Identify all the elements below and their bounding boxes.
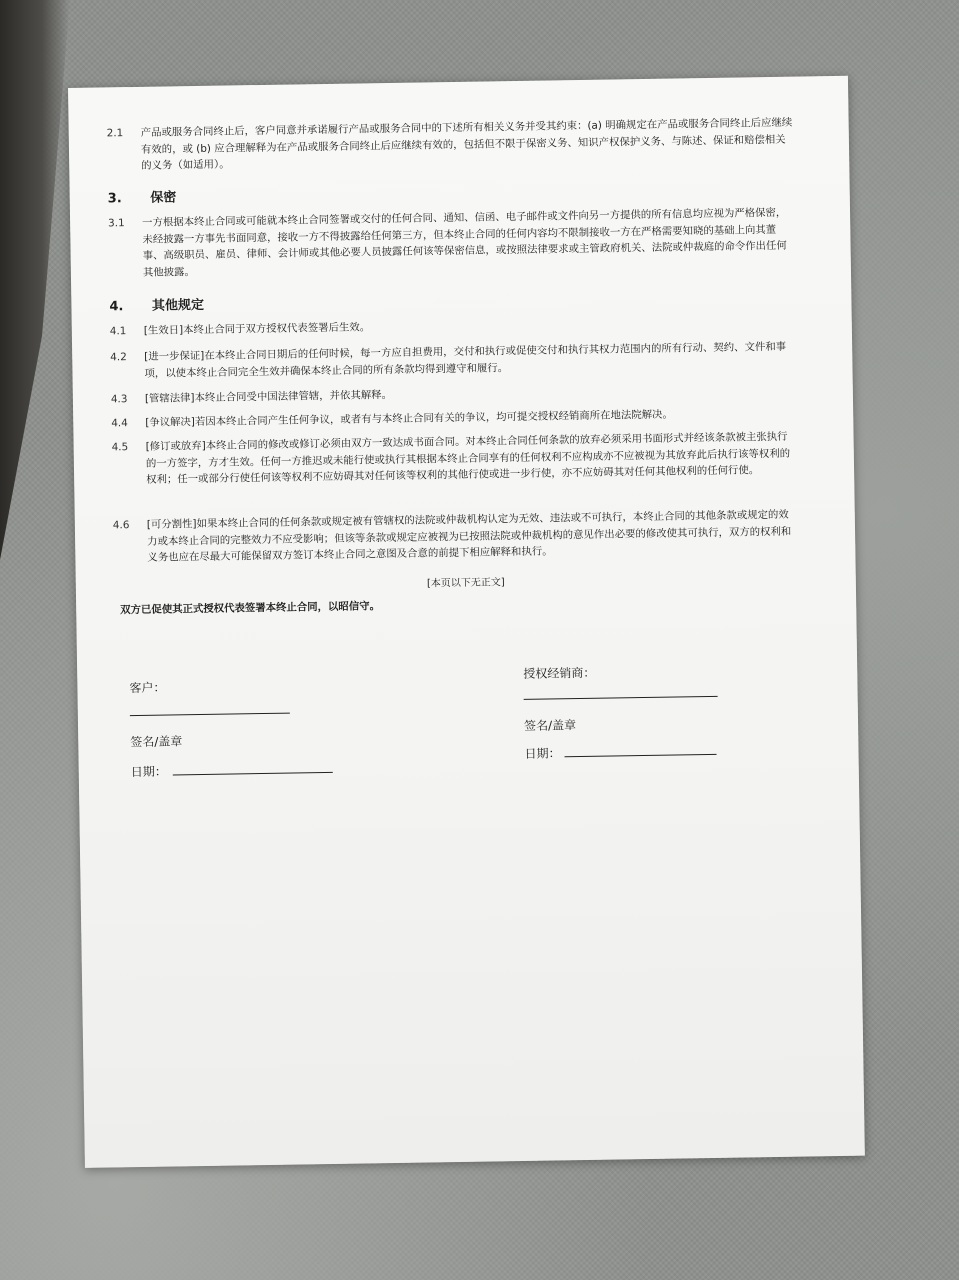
- clause-number: 4.6: [112, 519, 130, 532]
- section-number: 3.: [107, 191, 122, 207]
- customer-date-line: [173, 772, 333, 776]
- dealer-label: 授权经销商：: [523, 665, 596, 681]
- contract-page: [68, 76, 865, 1168]
- customer-name-line: [130, 713, 290, 717]
- clause-text: [生效日]本终止合同于双方授权代表签署后生效。: [143, 321, 371, 337]
- clause-text: 产品或服务合同终止后，客户同意并承诺履行产品或服务合同中的下述所有相关义务并受其约束：(a) 明确规定在产品或服务合同终止后应继续有效的，或 (b) 应合理解释为在产品或服务合同终止后应继续有效的，包括但不限于保密义务、知识产权保护义务、与陈述、保证和赔偿相关的义务（如适用）。: [140, 116, 793, 173]
- clause-text: [可分割性]如果本终止合同的任何条款或规定被有管辖权的法院或仲裁机构认定为无效、违法或不可执行，本终止合同的其他条款或规定的效力或本终止合同的完整效力不应受影响；但该等条款或规定应被视为已按照法院或仲裁机构的意见作出必要的修改使其可执行，双方的权利和义务也应在尽最大可能保留双方签订本终止合同之意图及合意的前提下相应解释和执行。: [146, 508, 792, 564]
- clause-text: [修订或放弃]本终止合同的修改或修订必须由双方一致达成书面合同。对本终止合同任何条款的放弃必须采用书面形式并经该条款被主张执行的一方签字，方才生效。任何一方推迟或未能行使或执行其根据本终止合同享有的任何权利不应构成亦不应被视为其放弃此后执行该等权利的权利；任一或部分行使任何该等权利不应妨碍其对任何该等权利的其他行使或进一步行使，亦不应妨碍其对任何其他权利的任何行使。: [145, 430, 791, 487]
- clause-3-1: [108, 205, 795, 282]
- section-4-heading: [109, 294, 204, 314]
- clause-4-4: [111, 405, 797, 432]
- clause-4-6: [113, 507, 800, 568]
- customer-date-label: 日期：: [130, 764, 167, 780]
- clause-4-2: [110, 339, 796, 383]
- clause-number: 4.4: [111, 417, 128, 430]
- section-title: 保密: [150, 190, 177, 206]
- dealer-sign-label: 签名/盖章: [523, 718, 577, 733]
- closing-statement: 双方已促使其正式授权代表签署本终止合同，以昭信守。: [120, 600, 381, 617]
- clause-number: 4.5: [111, 441, 129, 454]
- customer-sign-label: 签名/盖章: [130, 734, 183, 750]
- section-number: 4.: [109, 299, 124, 315]
- clause-number: 3.1: [108, 217, 125, 230]
- clause-number: 2.1: [106, 127, 124, 140]
- clause-number: 4.2: [110, 351, 127, 364]
- clause-text: [进一步保证]在本终止合同日期后的任何时候，每一方应自担费用，交付和执行或促使交付和执行其权力范围内的所有行动、契约、文件和事项，以使本终止合同完全生效并确保本终止合同的所有条款均得到遵守和履行。: [144, 340, 787, 380]
- clause-number: 4.3: [110, 393, 128, 406]
- clause-number: 4.1: [109, 325, 127, 338]
- dealer-name-line: [524, 696, 718, 700]
- section-3-heading: [108, 186, 177, 206]
- clause-2-1: [107, 115, 794, 176]
- dealer-date-line: [565, 754, 717, 757]
- clause-4-5: [112, 429, 799, 490]
- dealer-date-label: 日期：: [524, 746, 561, 761]
- clause-text: [争议解决]若因本终止合同产生任何争议，或者有与本终止合同有关的争议，均可提交授权经销商所在地法院解决。: [145, 408, 673, 429]
- clause-text: [管辖法律]本终止合同受中国法律管辖，并依其解释。: [144, 388, 393, 405]
- clause-text: 一方根据本终止合同或可能就本终止合同签署或交付的任何合同、通知、信函、电子邮件或文件向另一方提供的所有信息均应视为严格保密，未经披露一方事先书面同意，接收一方不得披露给任何第三方，但本终止合同的任何内容均不限制接收一方在严格需要知晓的基础上向其董事、高级职员、雇员、律师、会计师或其他必要人员披露任何该等保密信息，或按照法律要求或主管政府机关、法院或仲裁庭的命令作出任何其他披露。: [142, 206, 787, 279]
- section-title: 其他规定: [151, 297, 205, 314]
- no-further-text-note: [本页以下无正文]: [426, 577, 505, 590]
- customer-label: 客户：: [129, 680, 166, 696]
- clause-4-1: [110, 313, 796, 340]
- clause-4-3: [111, 381, 797, 408]
